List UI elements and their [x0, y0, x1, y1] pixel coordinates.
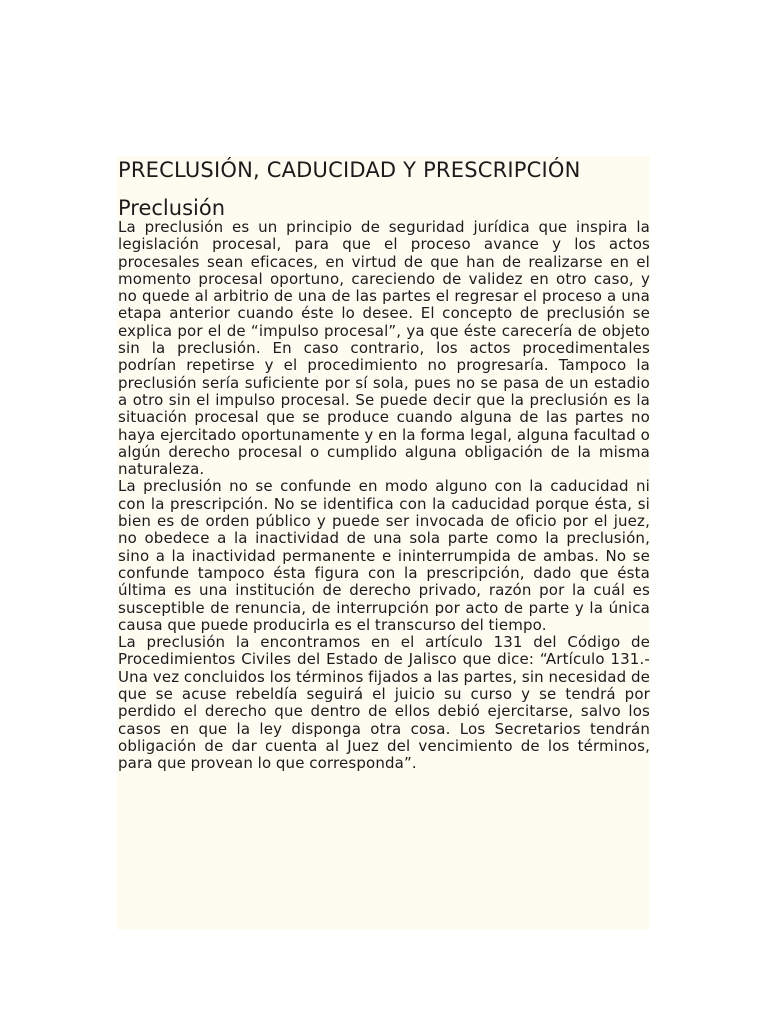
paragraph: La preclusión la encontramos en el artículo 131 del Código de Procedimientos Civiles del Estado de Jalisco que dice: “Artículo 131.- Una vez concluidos los términos fijados a las partes, sin necesidad de que se acuse rebeldía seguirá el juicio su curso y se tendrá por perdido el derecho que dentro de ellos debió ejercitarse, salvo los casos en que la ley disponga otra cosa. Los Secretarios tendrán obligación de dar cuenta al Juez del vencimiento de los términos, para que provean lo que corresponda”.: [118, 633, 650, 773]
text-block: [117, 156, 650, 930]
paragraph: La preclusión no se confunde en modo alguno con la caducidad ni con la prescripción. No se identifica con la caducidad porque ésta, si bien es de orden público y puede ser invocada de oficio por el juez, no obedece a la inactividad de una sola parte como la preclusión, sino a la inactividad permanente e ininterrumpida de ambas. No se confunde tampoco ésta figura con la prescripción, dado que ésta última es una institución de derecho privado, razón por la cuál es susceptible de renuncia, de interrupción por acto de parte y la única causa que puede producirla es el transcurso del tiempo.: [118, 477, 650, 634]
document-title: PRECLUSIÓN, CADUCIDAD Y PRESCRIPCIÓN: [118, 158, 581, 182]
paragraph: La preclusión es un principio de seguridad jurídica que inspira la legislación procesal, para que el proceso avance y los actos procesales sean eficaces, en virtud de que han de realizarse en el momento procesal oportuno, careciendo de validez en otro caso, y no quede al arbitrio de una de las partes el regresar el proceso a una etapa anterior cuando éste lo desee. El concepto de preclusión se explica por el de “impulso procesal”, ya que éste carecería de objeto sin la preclusión. En caso contrario, los actos procedimentales podrían repetirse y el procedimiento no progresaría. Tampoco la preclusión sería suficiente por sí sola, pues no se pasa de un estadio a otro sin el impulso procesal. Se puede decir que la preclusión es la situación procesal que se produce cuando alguna de las partes no haya ejercitado oportunamente y en la forma legal, alguna facultad o algún derecho procesal o cumplido alguna obligación de la misma naturaleza.: [118, 218, 650, 479]
section-heading: Preclusión: [118, 196, 226, 220]
